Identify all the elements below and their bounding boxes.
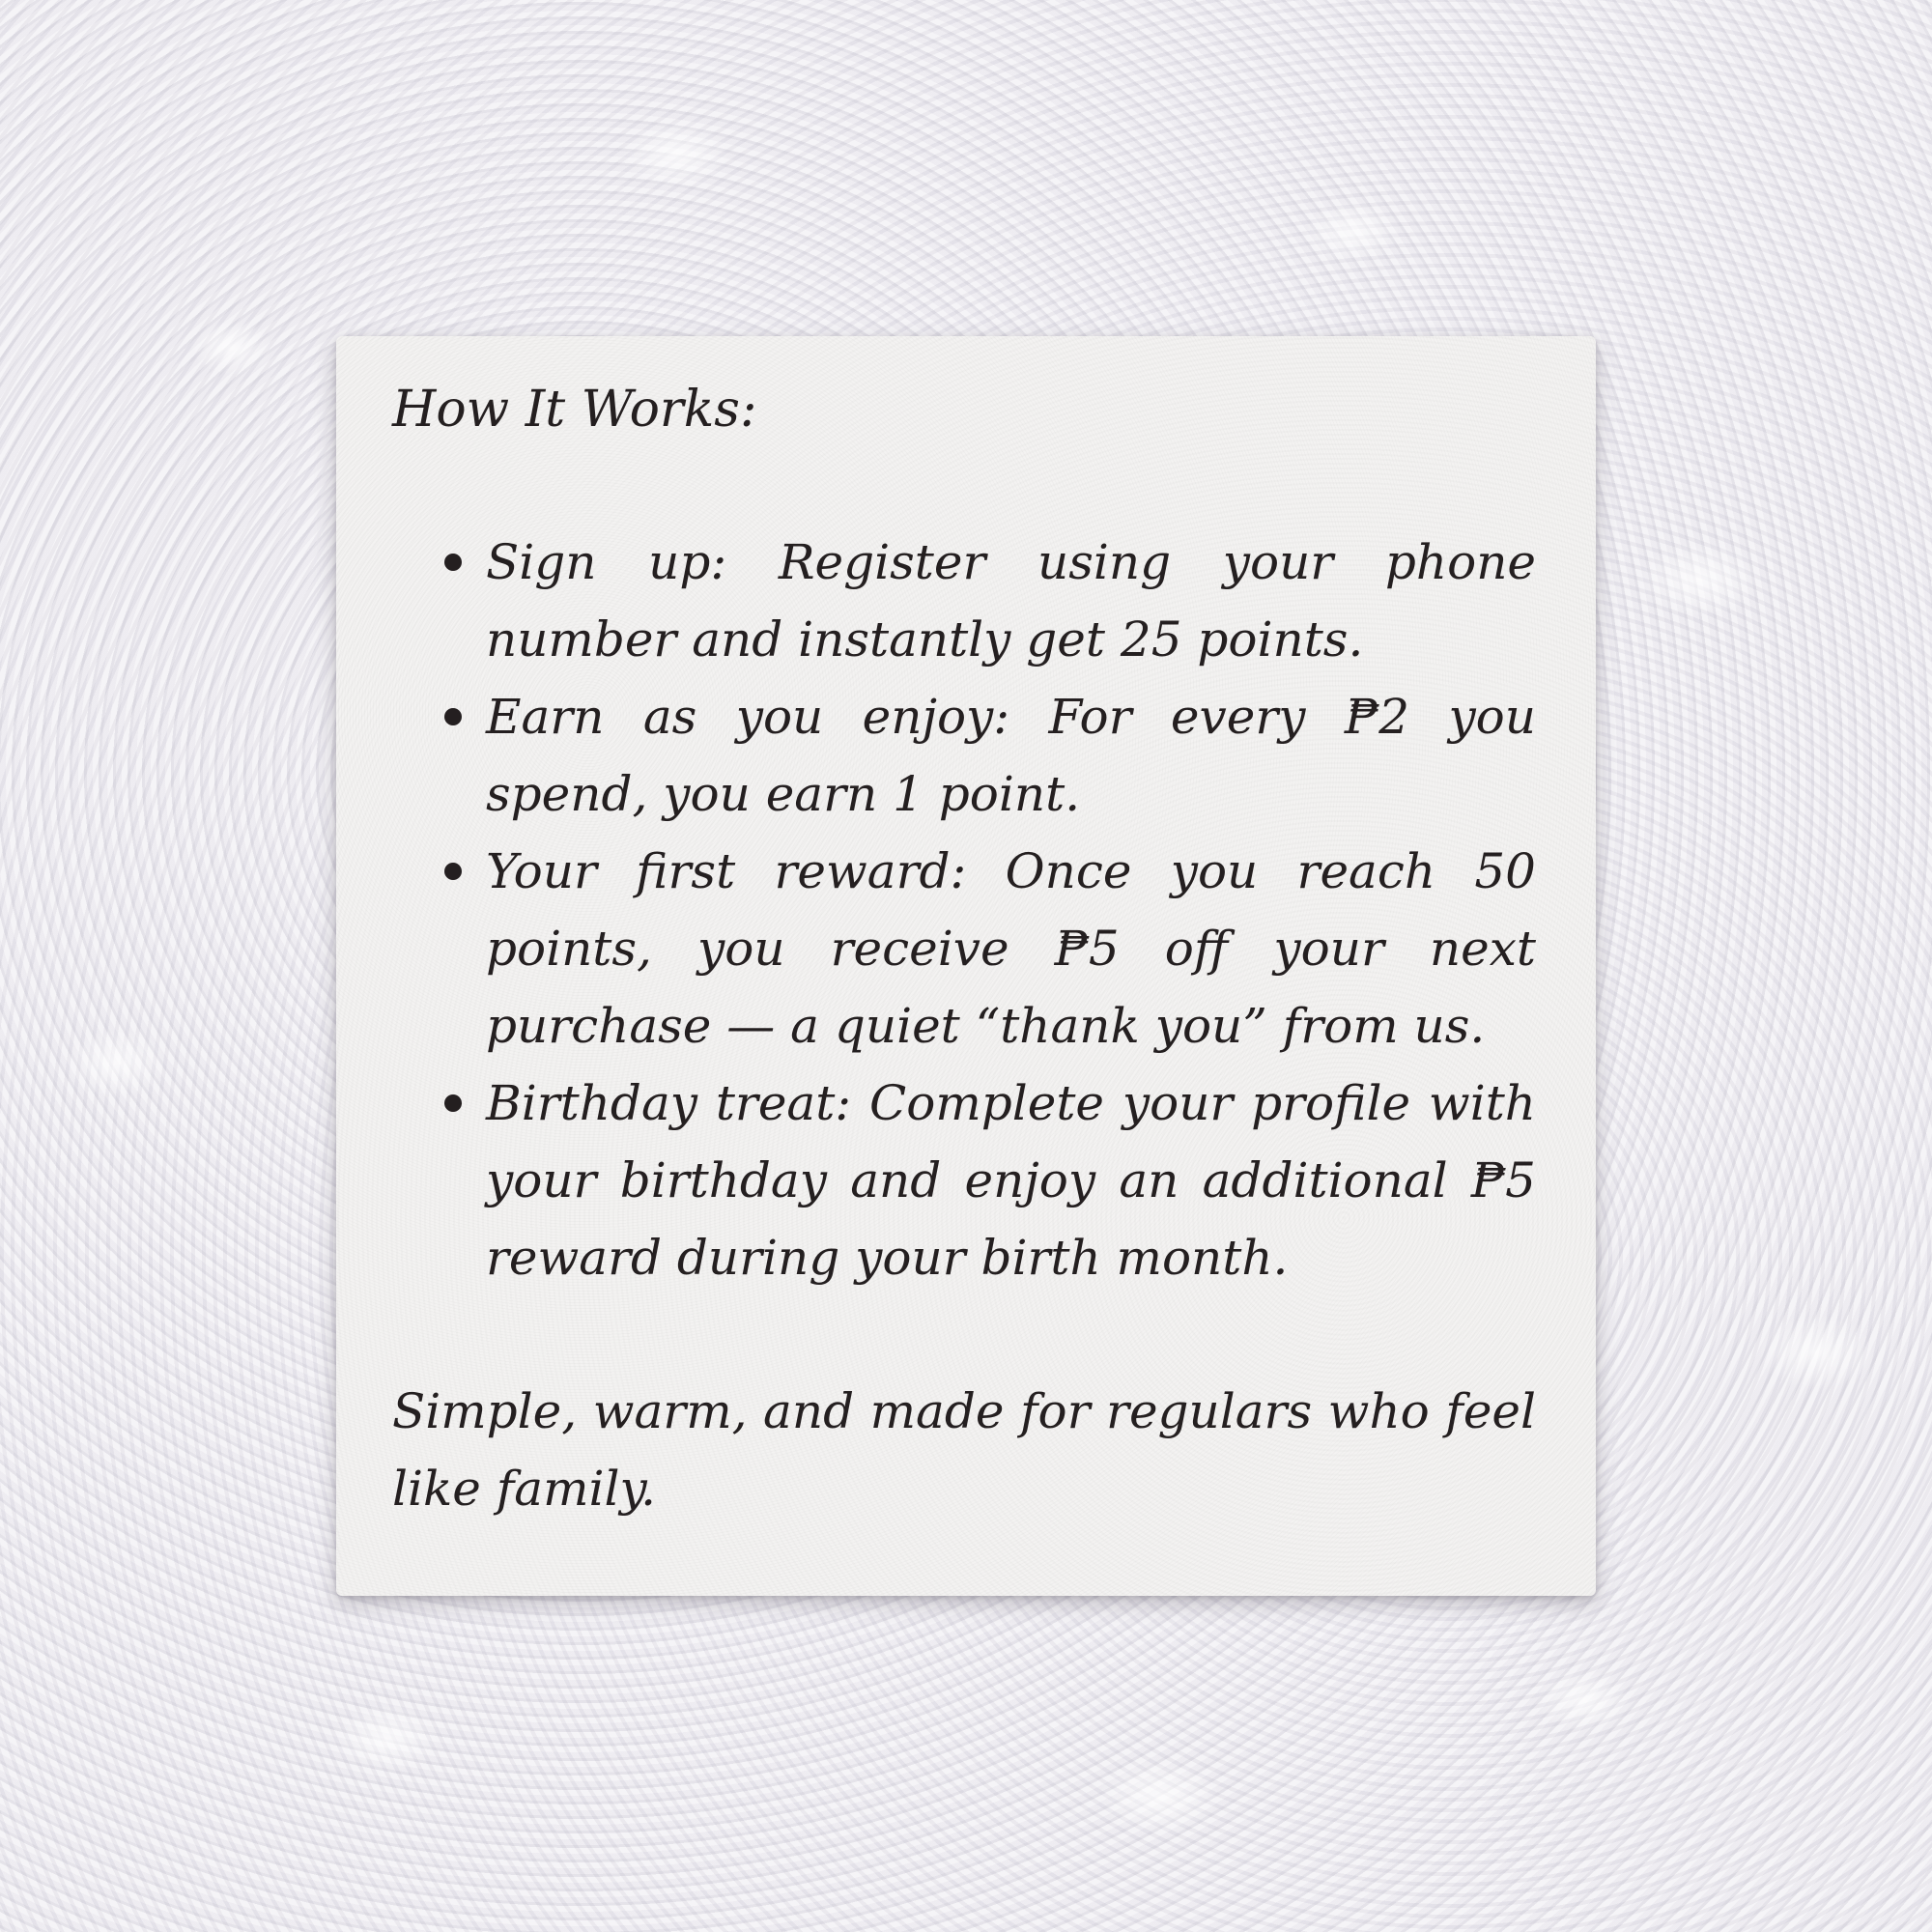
list-item-text: Sign up: Register using your phone number and instantly get 25 points. bbox=[486, 534, 1536, 668]
closing-text: Simple, warm, and made for regulars who feel like family. bbox=[392, 1383, 1536, 1517]
steps-list bbox=[392, 524, 1536, 1296]
list-item bbox=[392, 833, 1536, 1065]
card-heading: How It Works: bbox=[392, 381, 757, 439]
bullet-icon bbox=[444, 708, 462, 725]
info-card bbox=[336, 336, 1596, 1596]
bullet-icon bbox=[444, 1094, 462, 1112]
bullet-icon bbox=[444, 863, 462, 880]
list-item-text: Birthday treat: Complete your profile with your birthday and enjoy an additional ₱5 reward during your birth month. bbox=[486, 1075, 1536, 1286]
list-item-text: Earn as you enjoy: For every ₱2 you spend, you earn 1 point. bbox=[486, 689, 1536, 822]
list-item bbox=[392, 678, 1536, 833]
list-item-text: Your first reward: Once you reach 50 points, you receive ₱5 off your next purchase — a quiet “thank you” from us. bbox=[486, 843, 1536, 1054]
list-item bbox=[392, 1065, 1536, 1296]
list-item bbox=[392, 524, 1536, 678]
bullet-icon bbox=[444, 554, 462, 571]
